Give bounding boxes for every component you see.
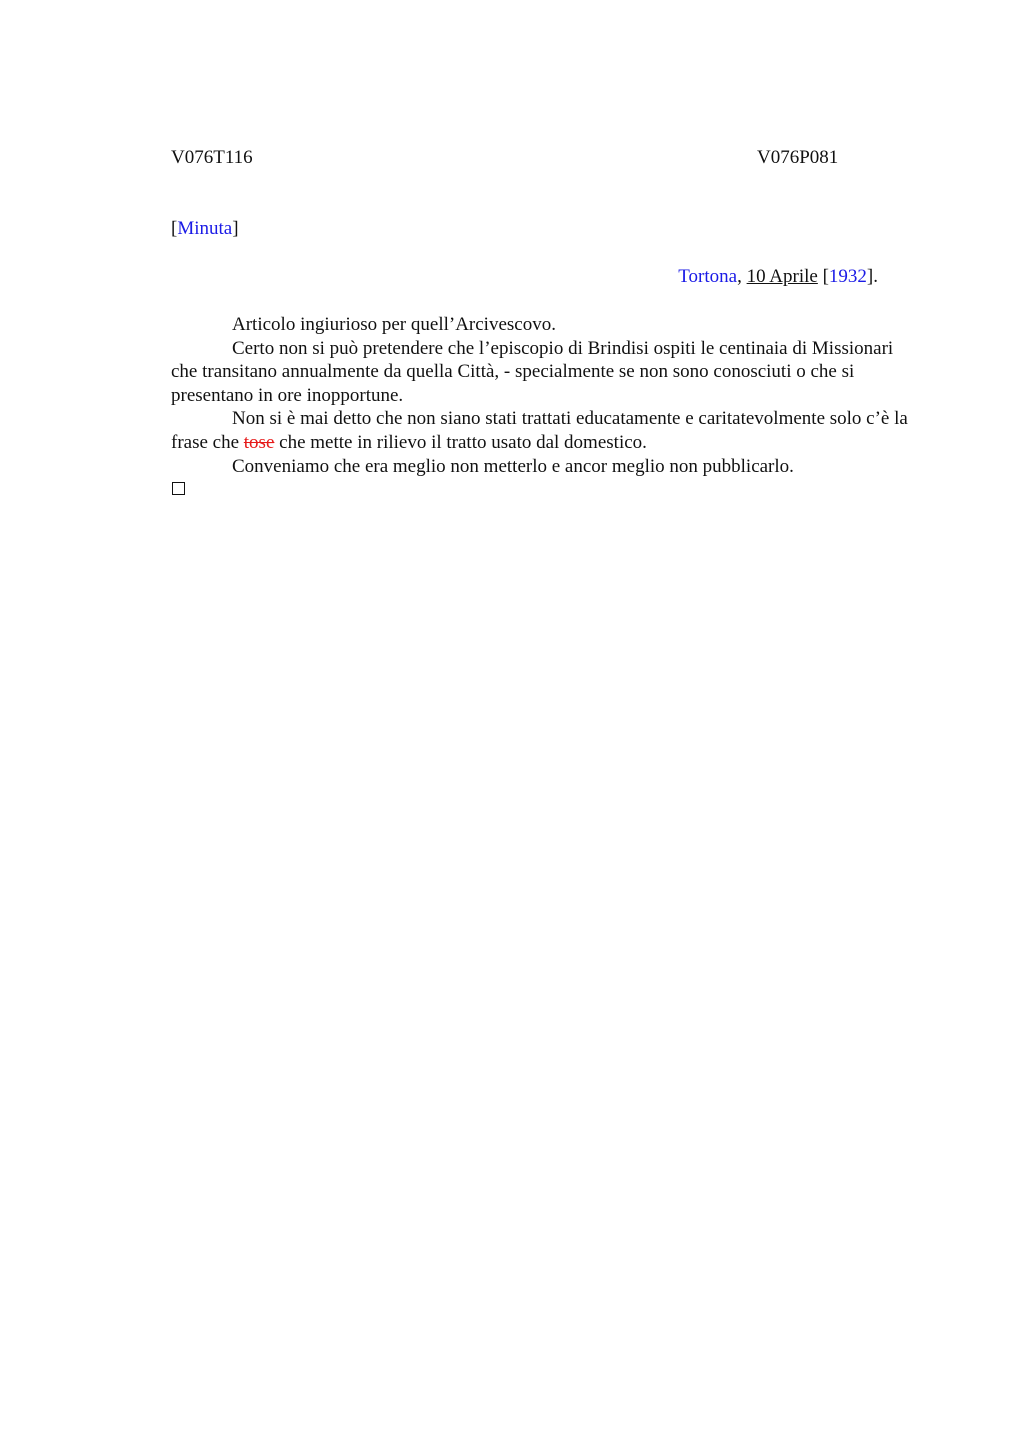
- deleted-word: tose: [243, 431, 275, 453]
- dateline-date: 10 Aprile: [746, 266, 818, 287]
- paragraph-3: [171, 407, 919, 454]
- end-of-document-box-icon: [172, 482, 185, 495]
- dateline-year: 1932: [828, 266, 867, 287]
- close-bracket: ]: [232, 218, 239, 239]
- minuta-label: Minuta: [177, 218, 233, 239]
- dateline-separator: ,: [737, 266, 747, 287]
- open-bracket: [: [171, 218, 178, 239]
- dateline-year-open: [: [817, 266, 829, 287]
- dateline: [678, 266, 878, 288]
- letter-body: [171, 313, 919, 478]
- paragraph-3-text-after: che mette in rilievo il tratto usato dal domestico.: [274, 431, 647, 453]
- paragraph-3-text-before: Non si è mai detto che non siano stati trattati educatamente e caritatevolmente solo c’è la frase che: [171, 408, 908, 453]
- document-ref-code: V076T116: [171, 147, 253, 168]
- document-type-label: [171, 218, 239, 240]
- paragraph-2: Certo non si può pretendere che l’episcopio di Brindisi ospiti le centinaia di Missionari che transitano annualmente da quella Città, - specialmente se non sono conosciuti o che si presentano in ore inopportune.: [171, 337, 894, 406]
- paragraph-1: Articolo ingiurioso per quell’Arcivescovo.: [232, 314, 556, 335]
- dateline-year-close: ].: [866, 266, 878, 287]
- paragraph-4: Conveniamo che era meglio non metterlo e ancor meglio non pubblicarlo.: [232, 455, 794, 477]
- dateline-place: Tortona: [678, 266, 738, 287]
- page-ref-code: V076P081: [757, 147, 839, 168]
